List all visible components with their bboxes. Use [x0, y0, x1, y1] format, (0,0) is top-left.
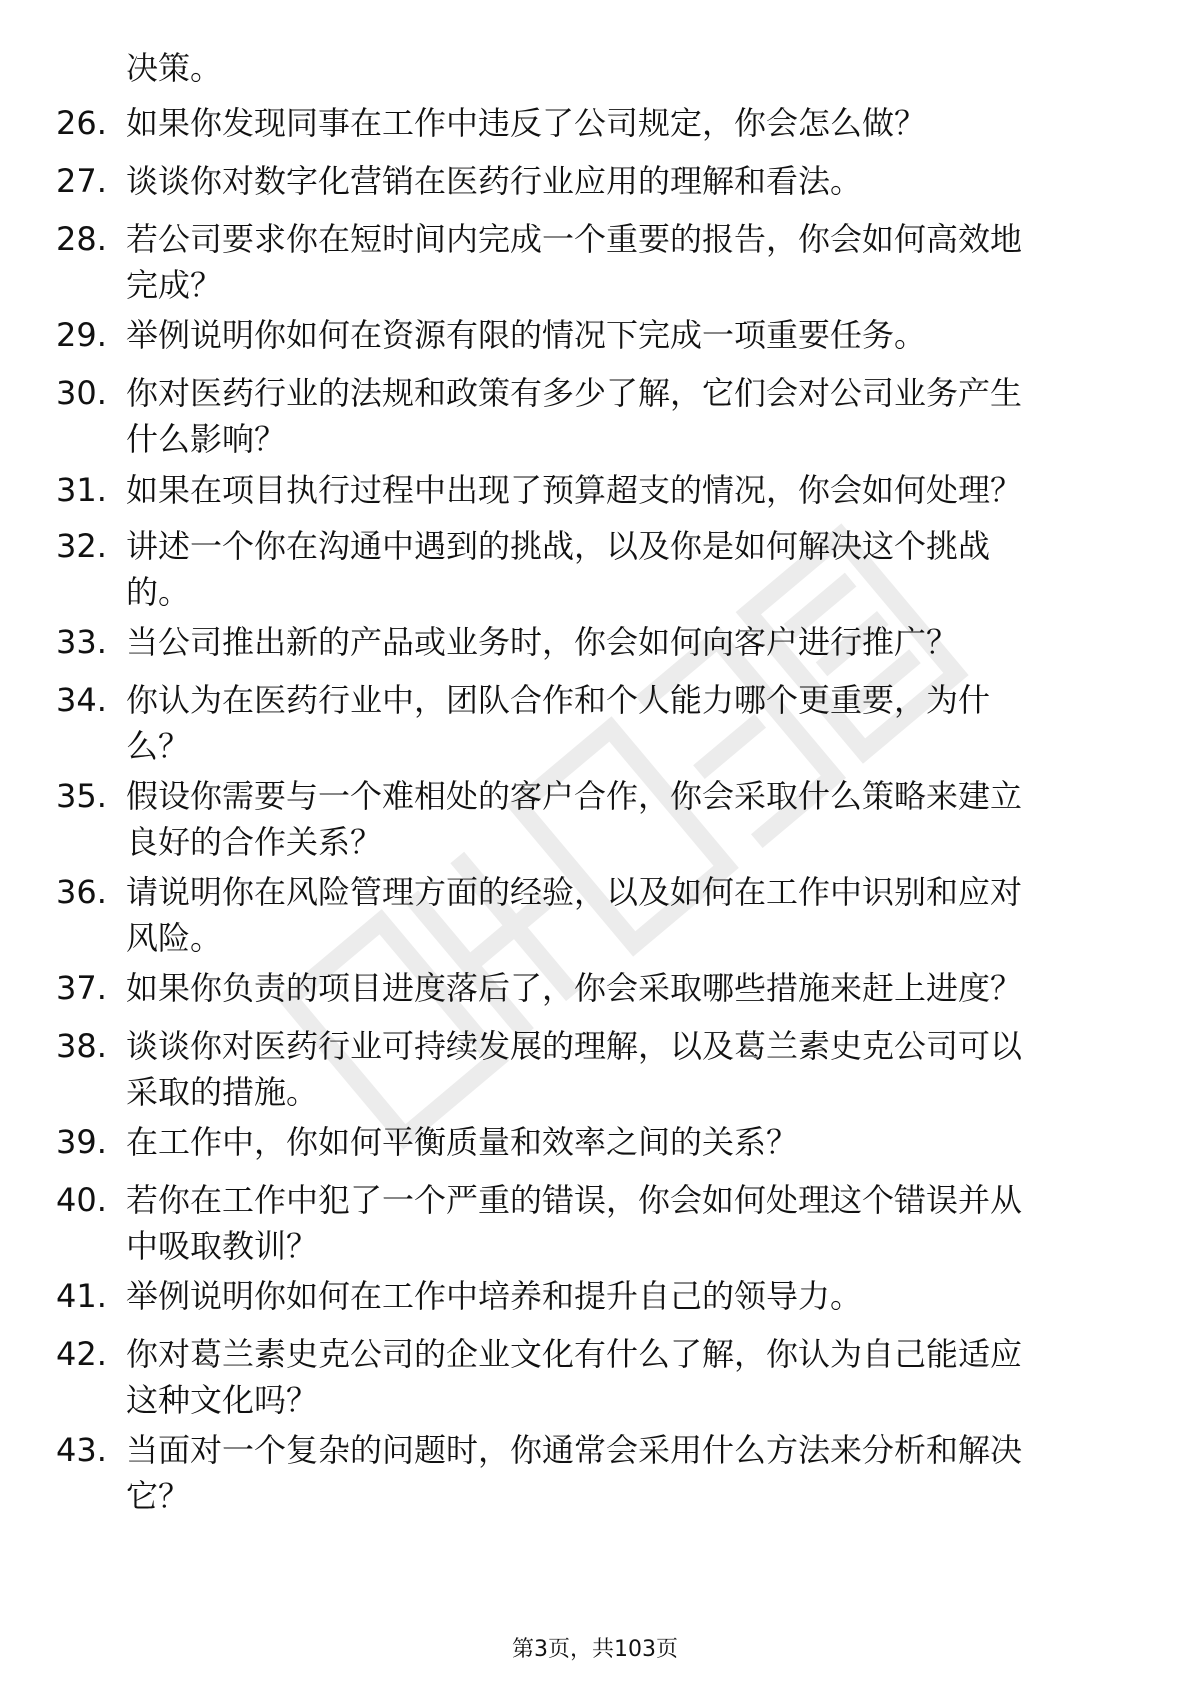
question-text-line: 当面对一个复杂的问题时，你通常会采用什么方法来分析和解决 [126, 1431, 1023, 1469]
continuation-text: 决策。 [126, 49, 223, 87]
question-number: 37. [56, 969, 107, 1007]
question-text-line: 谈谈你对医药行业可持续发展的理解，以及葛兰素史克公司可以 [126, 1027, 1023, 1065]
page-footer: 第3页，共103页 [512, 1637, 678, 1662]
question-number: 26. [56, 104, 107, 142]
question-number: 29. [56, 316, 107, 354]
question-text-line: 良好的合作关系？ [126, 823, 383, 861]
question-text-line: 它？ [126, 1477, 191, 1515]
question-number: 43. [56, 1431, 107, 1469]
question-text-line: 么？ [126, 727, 191, 765]
question-text-line: 当公司推出新的产品或业务时，你会如何向客户进行推广？ [126, 623, 959, 661]
question-text-line: 风险。 [126, 919, 223, 957]
question-text-line: 完成？ [126, 266, 223, 304]
question-text-line: 你对医药行业的法规和政策有多少了解，它们会对公司业务产生 [126, 374, 1023, 412]
question-text-line: 在工作中，你如何平衡质量和效率之间的关系？ [126, 1123, 799, 1161]
question-text-line: 如果你发现同事在工作中违反了公司规定，你会怎么做？ [126, 104, 927, 142]
question-number: 28. [56, 220, 107, 258]
question-text-line: 谈谈你对数字化营销在医药行业应用的理解和看法。 [126, 162, 863, 200]
question-number: 34. [56, 681, 107, 719]
question-number: 41. [56, 1277, 107, 1315]
question-number: 39. [56, 1123, 107, 1161]
question-text-line: 举例说明你如何在工作中培养和提升自己的领导力。 [126, 1277, 863, 1315]
question-number: 38. [56, 1027, 107, 1065]
question-text-line: 中吸取教训？ [126, 1227, 319, 1265]
question-number: 32. [56, 527, 107, 565]
question-text-line: 这种文化吗？ [126, 1381, 319, 1419]
question-text-line: 若公司要求你在短时间内完成一个重要的报告，你会如何高效地 [126, 220, 1023, 258]
question-text-line: 请说明你在风险管理方面的经验，以及如何在工作中识别和应对 [126, 873, 1023, 911]
question-number: 27. [56, 162, 107, 200]
question-text-line: 你认为在医药行业中，团队合作和个人能力哪个更重要，为什 [126, 681, 991, 719]
question-text-line: 若你在工作中犯了一个严重的错误，你会如何处理这个错误并从 [126, 1181, 1023, 1219]
question-number: 31. [56, 471, 107, 509]
question-number: 30. [56, 374, 107, 412]
question-text-line: 举例说明你如何在资源有限的情况下完成一项重要任务。 [126, 316, 927, 354]
question-text-line: 你对葛兰素史克公司的企业文化有什么了解，你认为自己能适应 [126, 1335, 1023, 1373]
question-text-line: 讲述一个你在沟通中遇到的挑战，以及你是如何解决这个挑战 [126, 527, 991, 565]
question-text-line: 采取的措施。 [126, 1073, 319, 1111]
question-number: 33. [56, 623, 107, 661]
question-number: 36. [56, 873, 107, 911]
question-text-line: 如果在项目执行过程中出现了预算超支的情况，你会如何处理？ [126, 471, 1023, 509]
question-number: 40. [56, 1181, 107, 1219]
question-text-line: 如果你负责的项目进度落后了，你会采取哪些措施来赶上进度？ [126, 969, 1023, 1007]
question-number: 35. [56, 777, 107, 815]
question-text-line: 的。 [126, 573, 191, 611]
question-text-line: 什么影响？ [126, 420, 287, 458]
question-text-line: 假设你需要与一个难相处的客户合作，你会采取什么策略来建立 [126, 777, 1023, 815]
question-number: 42. [56, 1335, 107, 1373]
